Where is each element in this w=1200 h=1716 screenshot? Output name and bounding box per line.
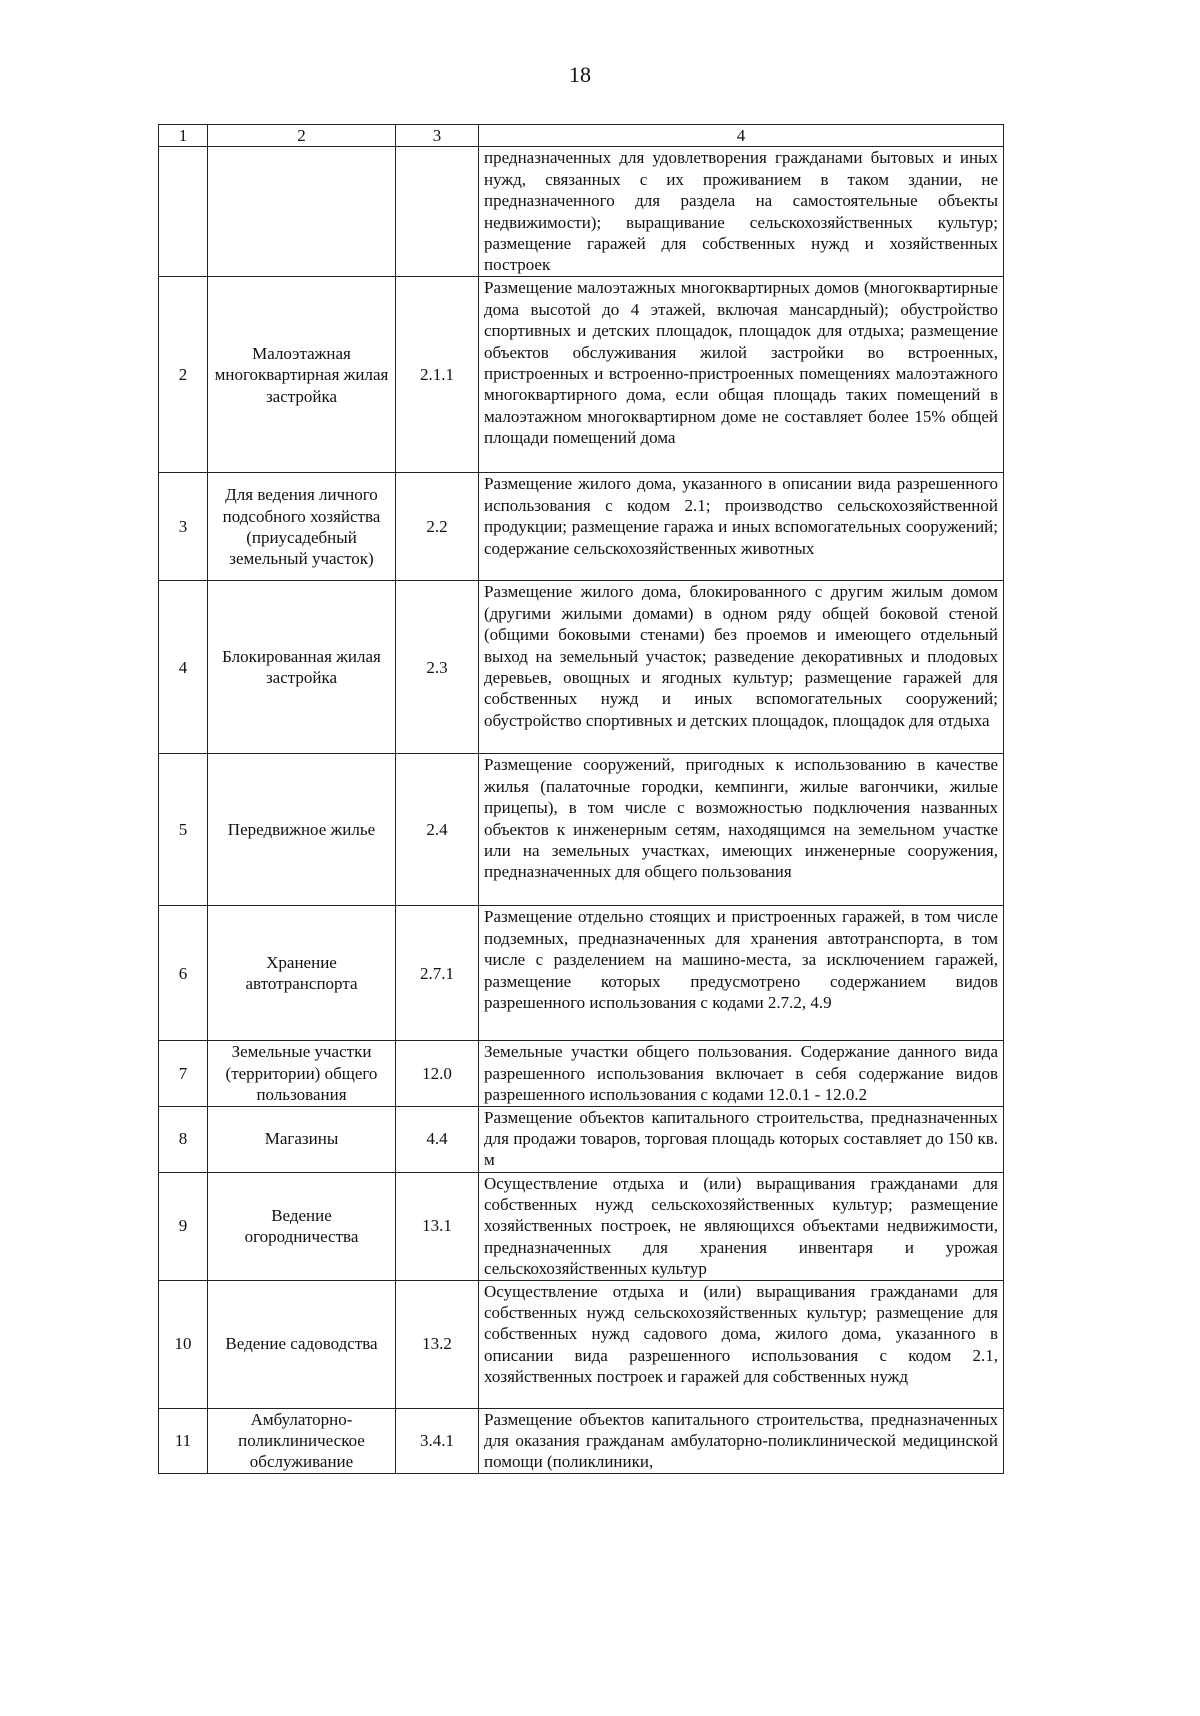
- land-use-type: Блокированная жилая застройка: [208, 581, 396, 754]
- table-row: [159, 754, 1004, 906]
- land-use-type: Малоэтажная многоквартирная жилая застройка: [208, 277, 396, 473]
- column-header: 4: [479, 125, 1004, 147]
- table-row: [159, 1106, 1004, 1172]
- land-use-table: [158, 124, 1004, 1474]
- land-use-description: Размещение объектов капитального строительства, предназначенных для продажи товаров, торговая площадь которых составляет до 150 кв. м: [479, 1106, 1004, 1172]
- land-use-type: Ведение огородничества: [208, 1172, 396, 1280]
- land-use-code: 12.0: [396, 1041, 479, 1106]
- table-row: [159, 473, 1004, 581]
- land-use-code: 13.1: [396, 1172, 479, 1280]
- land-use-description: предназначенных для удовлетворения гражданами бытовых и иных нужд, связанных с их проживанием в таком здании, не предназначенного для раздела на самостоятельные объекты недвижимости); выращивание сельскохозяйственных культур; размещение гаражей для собственных нужд и хозяйственных построек: [479, 147, 1004, 277]
- land-use-code: [396, 147, 479, 277]
- land-use-type: Передвижное жилье: [208, 754, 396, 906]
- row-number: 9: [159, 1172, 208, 1280]
- land-use-type: [208, 147, 396, 277]
- row-number: 5: [159, 754, 208, 906]
- row-number: 11: [159, 1408, 208, 1473]
- table-row: [159, 277, 1004, 473]
- land-use-description: Размещение жилого дома, блокированного с другим жилым домом (другими жилыми домами) в одном ряду общей боковой стеной (общими боковыми стенами) без проемов и имеющего отдельный выход на земельный участок; разведение декоративных и плодовых деревьев, овощных и ягодных культур; размещение гаражей для собственных нужд и иных вспомогательных сооружений; обустройство спортивных и детских площадок, площадок для отдыха: [479, 581, 1004, 754]
- land-use-type: Амбулаторно-поликлиническое обслуживание: [208, 1408, 396, 1473]
- table-row: [159, 1041, 1004, 1106]
- row-number: 4: [159, 581, 208, 754]
- land-use-type: Ведение садоводства: [208, 1280, 396, 1408]
- land-use-description: Размещение жилого дома, указанного в описании вида разрешенного использования с кодом 2.1; производство сельскохозяйственной продукции; размещение гаража и иных вспомогательных сооружений; содержание сельскохозяйственных животных: [479, 473, 1004, 581]
- column-header: 2: [208, 125, 396, 147]
- row-number: 8: [159, 1106, 208, 1172]
- row-number: 2: [159, 277, 208, 473]
- row-number: 6: [159, 906, 208, 1041]
- table-row: [159, 1408, 1004, 1473]
- land-use-code: 3.4.1: [396, 1408, 479, 1473]
- land-use-code: 2.3: [396, 581, 479, 754]
- land-use-type: Хранение автотранспорта: [208, 906, 396, 1041]
- land-use-type: Для ведения личного подсобного хозяйства (приусадебный земельный участок): [208, 473, 396, 581]
- land-use-description: Осуществление отдыха и (или) выращивания гражданами для собственных нужд сельскохозяйственных культур; размещение хозяйственных построек, не являющихся объектами недвижимости, предназначенных для хранения инвентаря и урожая сельскохозяйственных культур: [479, 1172, 1004, 1280]
- table-row: [159, 906, 1004, 1041]
- page-number: 18: [569, 62, 591, 87]
- land-use-code: 2.7.1: [396, 906, 479, 1041]
- land-use-description: Размещение отдельно стоящих и пристроенных гаражей, в том числе подземных, предназначенных для хранения автотранспорта, в том числе с разделением на машино-места, за исключением гаражей, размещение которых предусмотрено содержанием видов разрешенного использования с кодами 2.7.2, 4.9: [479, 906, 1004, 1041]
- land-use-code: 13.2: [396, 1280, 479, 1408]
- land-use-description: Размещение объектов капитального строительства, предназначенных для оказания гражданам амбулаторно-поликлинической медицинской помощи (поликлиники,: [479, 1408, 1004, 1473]
- land-use-description: Осуществление отдыха и (или) выращивания гражданами для собственных нужд сельскохозяйственных культур; размещение для собственных нужд садового дома, жилого дома, указанного в описании вида разрешенного использования с кодом 2.1, хозяйственных построек и гаражей для собственных нужд: [479, 1280, 1004, 1408]
- row-number: 10: [159, 1280, 208, 1408]
- table-row: [159, 1172, 1004, 1280]
- land-use-code: 4.4: [396, 1106, 479, 1172]
- land-use-code: 2.1.1: [396, 277, 479, 473]
- land-use-code: 2.2: [396, 473, 479, 581]
- row-number: [159, 147, 208, 277]
- column-header: 1: [159, 125, 208, 147]
- table-header-row: [159, 125, 1004, 147]
- row-number: 3: [159, 473, 208, 581]
- land-use-description: Размещение малоэтажных многоквартирных домов (многоквартирные дома высотой до 4 этажей, включая мансардный); обустройство спортивных и детских площадок, площадок для отдыха; размещение объектов обслуживания жилой застройки во встроенных, пристроенных и встроенно-пристроенных помещениях малоэтажного многоквартирного дома, если общая площадь таких помещений в малоэтажном многоквартирном доме не составляет более 15% общей площади помещений дома: [479, 277, 1004, 473]
- land-use-description: Размещение сооружений, пригодных к использованию в качестве жилья (палаточные городки, кемпинги, жилые вагончики, жилые прицепы), в том числе с возможностью подключения названных объектов к инженерным сетям, находящимся на земельном участке или на земельных участках, имеющих инженерные сооружения, предназначенных для общего пользования: [479, 754, 1004, 906]
- table-row: [159, 1280, 1004, 1408]
- land-use-type: Земельные участки (территории) общего пользования: [208, 1041, 396, 1106]
- land-use-type: Магазины: [208, 1106, 396, 1172]
- table-row: [159, 581, 1004, 754]
- land-use-description: Земельные участки общего пользования. Содержание данного вида разрешенного использования включает в себя содержание видов разрешенного использования с кодами 12.0.1 - 12.0.2: [479, 1041, 1004, 1106]
- land-use-code: 2.4: [396, 754, 479, 906]
- table-row: [159, 147, 1004, 277]
- row-number: 7: [159, 1041, 208, 1106]
- column-header: 3: [396, 125, 479, 147]
